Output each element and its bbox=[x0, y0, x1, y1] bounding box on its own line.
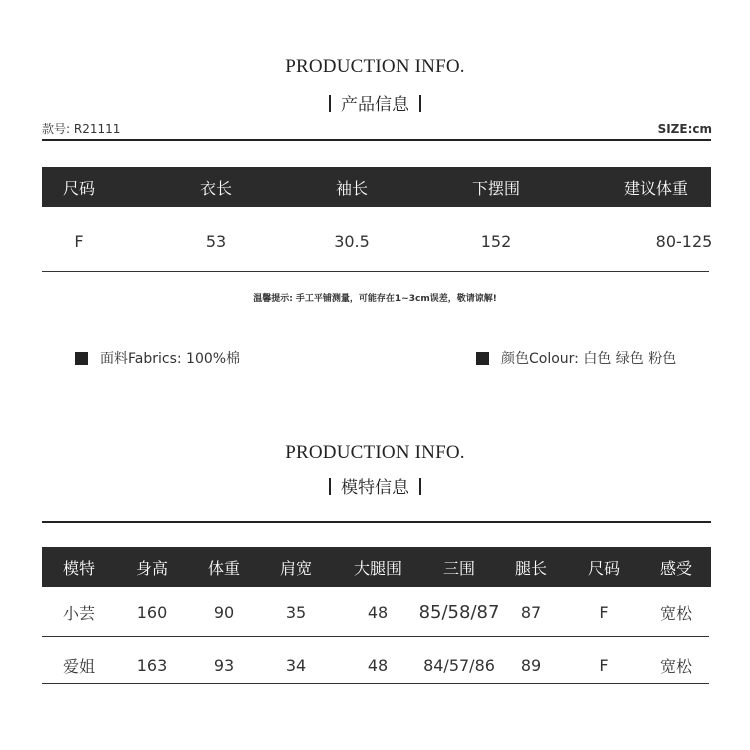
model-header-cell: 感受 bbox=[659, 558, 692, 578]
model-cell: F bbox=[599, 655, 609, 675]
size-table-bottom-rule bbox=[42, 271, 709, 272]
title-bar-left bbox=[329, 95, 331, 112]
model-info-title-cn bbox=[0, 473, 750, 498]
size-cell: F bbox=[74, 231, 84, 251]
title-bar-right bbox=[419, 95, 421, 112]
size-unit: SIZE:cm bbox=[657, 122, 712, 136]
model-row-divider bbox=[42, 636, 709, 637]
fabric-bullet-square bbox=[75, 352, 88, 365]
model-cell: 90 bbox=[213, 602, 235, 622]
style-number: 款号: R21111 bbox=[42, 122, 121, 136]
colour-bullet-square bbox=[476, 352, 489, 365]
measurement-notice: 温馨提示: 手工平铺测量，可能存在1~3cm误差，敬请谅解! bbox=[253, 294, 497, 304]
section2-top-rule bbox=[42, 521, 711, 523]
title-bar-left bbox=[329, 478, 331, 495]
model-info-title-en: PRODUCTION INFO. bbox=[285, 442, 465, 463]
model-cell: 89 bbox=[520, 655, 542, 675]
model-table-row bbox=[42, 646, 711, 684]
model-cell: 84/57/86 bbox=[423, 655, 495, 675]
model-header-cell: 腿长 bbox=[514, 558, 547, 578]
size-header-cell: 下摆围 bbox=[471, 178, 520, 198]
model-cell: 34 bbox=[285, 655, 307, 675]
model-cell: 35 bbox=[285, 602, 307, 622]
model-header-cell: 身高 bbox=[135, 558, 168, 578]
model-header-cell: 尺码 bbox=[587, 558, 620, 578]
size-header-cell: 尺码 bbox=[62, 178, 95, 198]
model-table-header bbox=[42, 547, 711, 587]
product-info-title-en: PRODUCTION INFO. bbox=[285, 56, 465, 77]
model-cell: 48 bbox=[367, 655, 389, 675]
model-cell: 93 bbox=[213, 655, 235, 675]
model-cell: 爱姐 bbox=[62, 656, 95, 676]
model-cell: 宽松 bbox=[659, 603, 692, 623]
model-header-cell: 三围 bbox=[442, 558, 475, 578]
model-table-bottom-rule bbox=[42, 683, 709, 684]
product-info-title-cn bbox=[0, 90, 750, 115]
model-cell: 宽松 bbox=[659, 656, 692, 676]
fabric-text: 面料Fabrics: 100%棉 bbox=[100, 351, 241, 367]
fabric-info bbox=[75, 348, 240, 368]
model-header-cell: 体重 bbox=[207, 558, 240, 578]
size-cell: 80-125 bbox=[655, 231, 713, 251]
model-cell: 87 bbox=[520, 602, 542, 622]
product-info-title-cn-text: 产品信息 bbox=[341, 95, 409, 115]
colour-text: 颜色Colour: 白色 绿色 粉色 bbox=[501, 351, 677, 367]
model-info-title-cn-text: 模特信息 bbox=[341, 478, 409, 498]
model-cell: 160 bbox=[136, 602, 168, 622]
size-table-header bbox=[42, 167, 711, 207]
model-cell: 小芸 bbox=[62, 603, 95, 623]
model-cell: 85/58/87 bbox=[418, 601, 500, 623]
model-cell: 163 bbox=[136, 655, 168, 675]
model-header-cell: 模特 bbox=[62, 558, 95, 578]
size-cell: 30.5 bbox=[334, 231, 370, 251]
colour-info bbox=[476, 348, 676, 368]
size-header-cell: 建议体重 bbox=[623, 178, 688, 198]
model-header-cell: 肩宽 bbox=[279, 558, 312, 578]
model-table-row bbox=[42, 593, 711, 631]
size-table-row bbox=[42, 222, 711, 260]
section1-top-rule bbox=[42, 139, 711, 141]
size-cell: 53 bbox=[205, 231, 227, 251]
size-cell: 152 bbox=[480, 231, 512, 251]
model-cell: 48 bbox=[367, 602, 389, 622]
model-header-cell: 大腿围 bbox=[353, 558, 402, 578]
size-header-cell: 袖长 bbox=[335, 178, 368, 198]
model-cell: F bbox=[599, 602, 609, 622]
title-bar-right bbox=[419, 478, 421, 495]
size-header-cell: 衣长 bbox=[199, 178, 232, 198]
